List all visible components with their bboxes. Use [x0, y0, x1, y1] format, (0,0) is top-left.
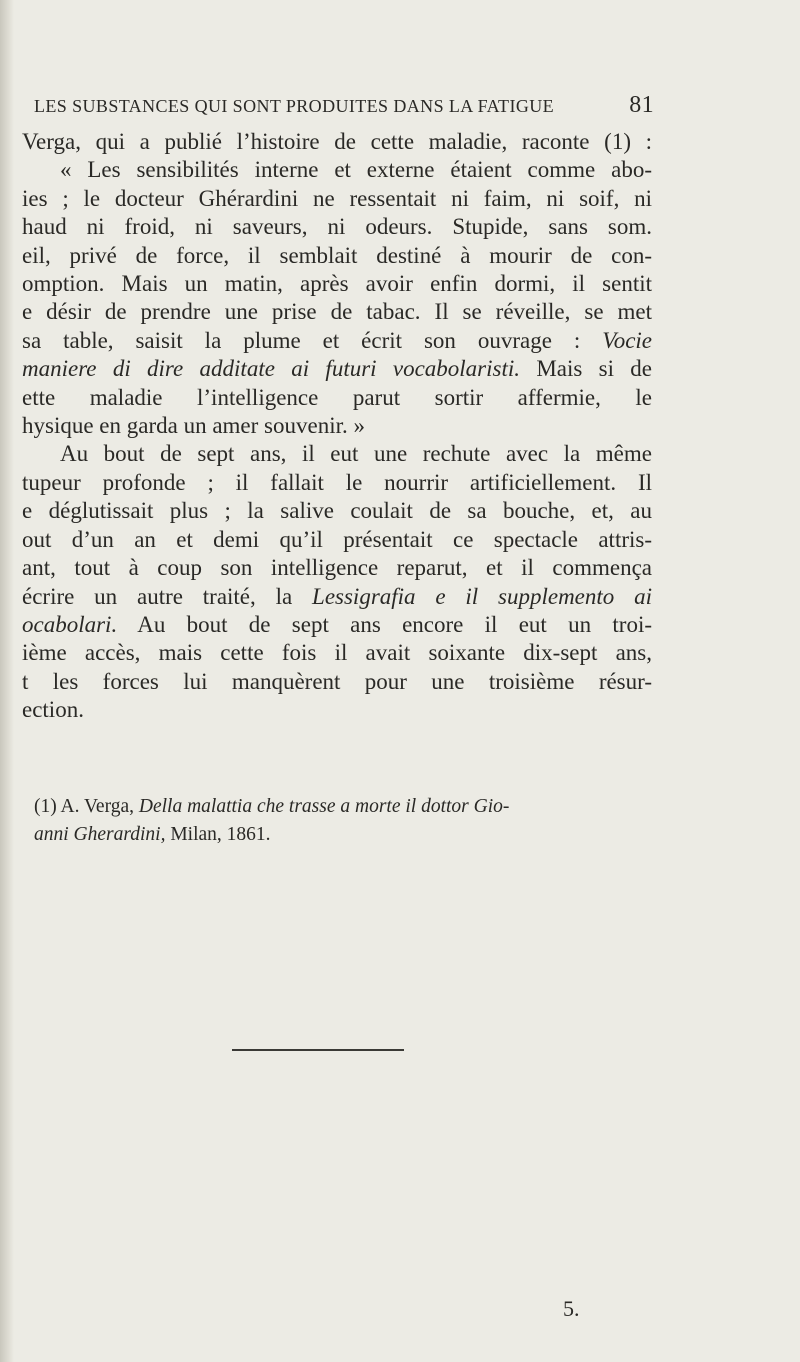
text-line: Verga, qui a publié l’histoire de cette maladie, raconte (1) : — [22, 129, 652, 154]
signature-mark: 5. — [563, 1296, 580, 1321]
italic-title: Lessigrafia e il supplemento ai — [312, 583, 652, 609]
text-line: t les forces lui manquèrent pour une troisième résur- — [22, 668, 652, 694]
text-line: haud ni froid, ni saveurs, ni odeurs. Stupide, sans som. — [22, 214, 652, 240]
footnote-publication: Milan, 1861. — [170, 824, 271, 845]
text-line: Au bout de sept ans, il eut une rechute avec la même — [60, 441, 652, 467]
italic-title: maniere di dire additate ai futuri vocabolaristi. — [22, 356, 520, 382]
text-line: ette maladie l’intelligence parut sortir affermie, le — [22, 384, 652, 410]
text-line: out d’un an et demi qu’il présentait ce spectacle attris- — [22, 526, 652, 552]
footnote-marker: (1) A. Verga, — [34, 796, 135, 817]
text-segment: écrire un autre traité, la — [22, 583, 293, 609]
footnote-line — [34, 793, 654, 821]
italic-title: Vocie — [602, 327, 652, 353]
text-line: omption. Mais un matin, après avoir enfin dormi, il sentit — [22, 271, 652, 297]
text-line: e déglutissait plus ; la salive coulait de sa bouche, et, au — [22, 498, 652, 524]
text-line: ième accès, mais cette fois il avait soixante dix-sept ans, — [22, 640, 652, 666]
text-line — [22, 583, 652, 611]
text-line: ant, tout à coup son intelligence reparut, et il commença — [22, 555, 652, 581]
text-line: e désir de prendre une prise de tabac. Il se réveille, se met — [22, 299, 652, 325]
separator-rule — [232, 1049, 404, 1051]
main-text — [22, 128, 652, 725]
italic-title: ocabolari. — [22, 611, 118, 637]
footnote-line — [34, 821, 654, 849]
text-line: eil, privé de force, il semblait destiné à mourir de con- — [22, 242, 652, 268]
chapter-title: LES SUBSTANCES QUI SONT PRODUITES DANS LA FATIGUE — [34, 96, 555, 116]
text-line — [22, 611, 652, 639]
text-line: tupeur profonde ; il fallait le nourrir artificiellement. Il — [22, 469, 652, 495]
running-head — [34, 92, 654, 118]
text-line: hysique en garda un amer souvenir. » — [22, 413, 365, 439]
text-line — [22, 327, 652, 355]
text-segment: sa table, saisit la plume et écrit son ouvrage : — [22, 327, 581, 353]
page-number: 81 — [629, 92, 654, 118]
footnote — [34, 793, 654, 849]
text-line: ies ; le docteur Ghérardini ne ressentait ni faim, ni soif, ni — [22, 185, 652, 211]
text-line: « Les sensibilités interne et externe étaient comme abo- — [60, 157, 652, 183]
binding-shadow — [0, 0, 14, 1362]
footnote-author: anni Gherardini, — [34, 824, 166, 845]
text-line — [22, 355, 652, 383]
text-segment: Au bout de sept ans encore il eut un troi- — [137, 611, 653, 637]
footnote-title: Della malattia che trasse a morte il dottor Gio- — [138, 796, 510, 817]
text-line: ection. — [22, 697, 84, 723]
text-segment: Mais si de — [536, 356, 652, 382]
